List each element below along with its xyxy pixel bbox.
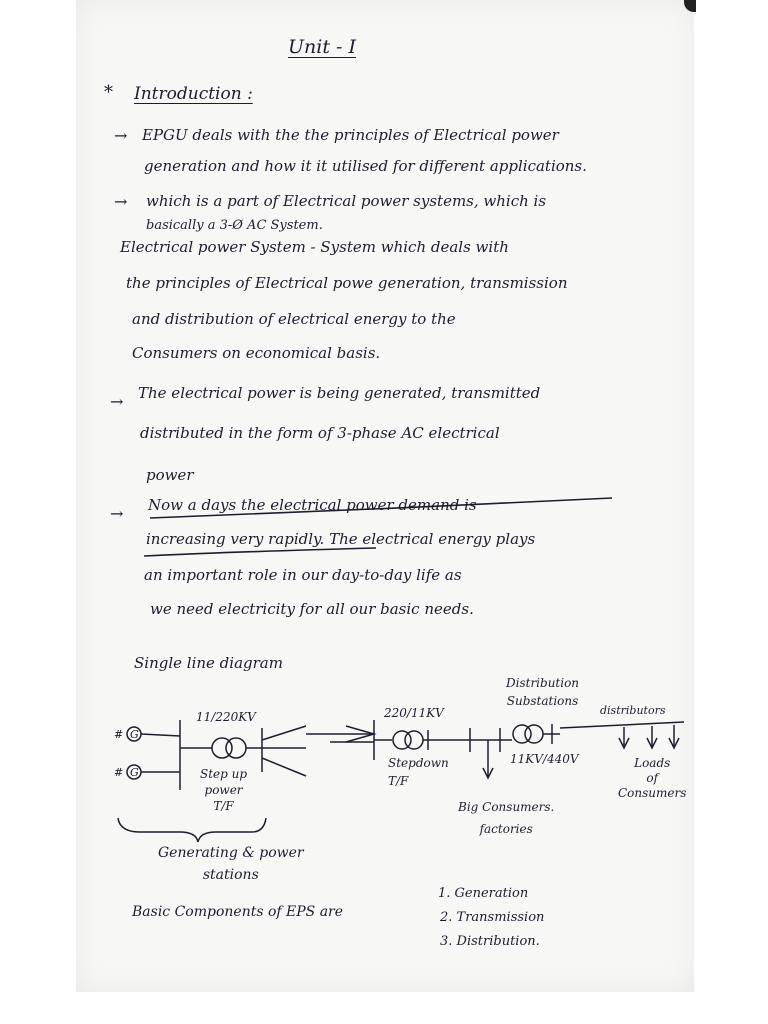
stepdown-transformer-secondary	[405, 731, 423, 749]
generating-stations-label: Generating & power stations	[158, 845, 304, 883]
stepdown-transformer-label: Stepdown T/F	[388, 756, 449, 788]
arrow-mark: →	[114, 192, 128, 211]
note-line-underlined: increasing very rapidly. The electrical energy plays	[146, 530, 536, 548]
arrow-mark: →	[110, 392, 124, 411]
generator-label: G	[130, 766, 139, 779]
section-heading-introduction: Introduction :	[134, 84, 253, 104]
note-line-underlined: Now a days the electrical power demand is	[148, 496, 477, 514]
note-line: EPGU deals with the the principles of Electrical power	[142, 126, 559, 144]
stepup-transformer-label: Step up power T/F	[200, 767, 248, 813]
rating-distribution: 11KV/440V	[510, 752, 579, 766]
component-item: 1. Generation	[438, 886, 529, 901]
loads-label: Loads of Consumers	[618, 756, 687, 800]
component-item: 3. Distribution.	[440, 934, 540, 949]
note-line: Consumers on economical basis.	[132, 344, 381, 362]
note-line: an important role in our day-to-day life as	[144, 566, 462, 584]
generator-hash: #	[114, 766, 124, 779]
distributors-label: distributors	[600, 704, 666, 717]
stepup-transformer-secondary	[226, 738, 246, 758]
note-line: which is a part of Electrical power systems, which is	[146, 192, 547, 210]
note-line: basically a 3-Ø AC System.	[146, 218, 323, 233]
note-line: we need electricity for all our basic needs.	[150, 600, 474, 618]
distribution-substation-label: Distribution Substations	[506, 676, 580, 708]
distributor-bus	[560, 722, 684, 728]
note-line: distributed in the form of 3-phase AC electrical	[140, 424, 500, 442]
note-line: the principles of Electrical powe generation, transmission	[126, 274, 568, 292]
note-line: The electrical power is being generated, transmitted	[138, 384, 541, 402]
distribution-transformer-secondary	[525, 725, 543, 743]
arrow-mark: →	[114, 126, 128, 145]
component-item: 2. Transmission	[440, 910, 545, 925]
note-line: generation and how it it utilised for different applications.	[144, 157, 587, 175]
generating-station-brace	[118, 818, 266, 842]
generator-label: G	[130, 728, 139, 741]
big-consumers-label: Big Consumers. factories	[458, 800, 555, 836]
rating-stepup: 11/220KV	[196, 710, 256, 724]
rating-stepdown: 220/11KV	[384, 706, 444, 720]
page-title: Unit - I	[288, 36, 356, 58]
generator-hash: #	[114, 728, 124, 741]
components-label: Basic Components of EPS are	[132, 904, 344, 920]
note-line: power	[146, 466, 194, 484]
bullet-mark: *	[104, 82, 113, 103]
arrow-mark: →	[110, 504, 124, 523]
diagram-heading: Single line diagram	[134, 654, 283, 672]
note-line: Electrical power System - System which deals with	[120, 238, 509, 256]
note-line: and distribution of electrical energy to the	[132, 310, 456, 328]
